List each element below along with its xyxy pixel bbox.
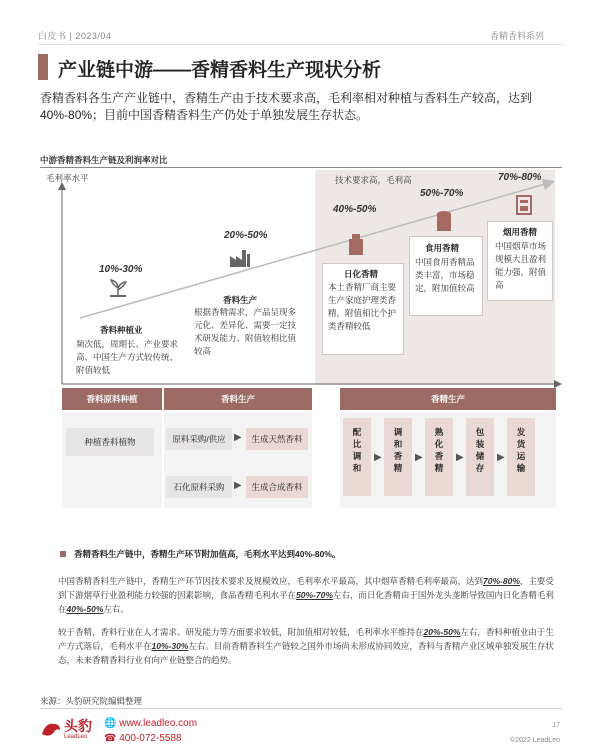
bullet-square (60, 551, 66, 557)
top-note: 技术要求高，毛利高 (335, 175, 412, 185)
range-planting: 10%-30% (99, 264, 143, 275)
arrow-icon: ▶ (415, 452, 423, 463)
daily-bottle-icon (346, 232, 366, 256)
phone-icon: ☎ (104, 733, 117, 744)
step-mix (384, 418, 412, 496)
website-link[interactable]: 🌐 www.leadleo.com (104, 718, 198, 729)
stage-daily-name: 日化香精 (344, 269, 379, 279)
logo-text: 头豹 (64, 718, 92, 734)
stage-tobacco-desc: 中国烟草市场规模大且盈利能力强，附值高 (495, 241, 547, 290)
range-daily: 40%-50% (333, 204, 377, 215)
synthetic-spice-box: 生成合成香料 (246, 476, 308, 498)
chart-label: 中游香精香料生产链及利润率对比 (40, 155, 168, 165)
y-axis-label: 毛利率水平 (46, 173, 89, 183)
paragraph-2: 较于香精，香料行业在人才需求、研发能力等方面要求较低，附加值相对较低，毛利率水平维持在20%-50%左右，香料种植业由于生产方式落后，毛利水平在10%-30%左右。目前香精香料生产链较之国外市场尚未形成协同效应，香料与香精产业区域单独发展生存状态，未来香精香料行业有向产业链整合的趋势。 (58, 627, 554, 665)
intro-text: 香精香料各生产产业链中，香精生产由于技术要求高，毛利率相对种植与香料生产较高，达到40%-80%；目前中国香精香料生产仍处于单独发展生存状态。 (40, 91, 533, 122)
plant-box: 种植香料植物 (66, 428, 154, 456)
band-planting: 香料原料种植 (62, 388, 162, 410)
step-ship-label: 发货运输 (516, 427, 526, 473)
arrow-icon: ▶ (456, 452, 464, 463)
step-pack (466, 418, 494, 496)
copyright: ©2022 LeadLeo (510, 737, 560, 744)
step-ship (507, 418, 535, 496)
range-tobacco: 70%-80% (498, 172, 542, 183)
stage-planting-desc: 频次低，周期长、产业要求高、中国生产方式较传统、附值较低 (76, 339, 179, 375)
flow-bg-planting (62, 412, 162, 508)
logo-subtext: LeadLeo (64, 734, 88, 740)
petrochem-box: 石化原料采购 (166, 476, 232, 498)
arrow-icon: ▶ (234, 480, 242, 491)
source-note: 来源：头豹研究院编辑整理 (40, 696, 143, 706)
arrow-icon: ▶ (234, 432, 242, 443)
stage-food-name: 食用香精 (425, 243, 460, 253)
range-food: 50%-70% (420, 188, 464, 199)
raw-supply-box: 原料采购/供应 (166, 428, 232, 450)
factory-icon (228, 246, 252, 268)
band-essence: 香精生产 (340, 388, 556, 410)
bullet-text: 香精香料生产链中，香精生产环节附加值高，毛利水平达到40%-80%。 (74, 549, 341, 559)
stage-spice-desc: 根据香精需求，产品呈现多元化、差异化、需要一定技术研发能力、附值较相比值较高 (194, 307, 297, 356)
header-left: 白皮书 | 2023/04 (38, 31, 112, 41)
arrow-icon: ▶ (497, 452, 505, 463)
paragraph-1: 中国香精香料生产链中，香精生产环节因技术要求及规模效应，毛利率水平最高，其中烟草香精毛利率最高，达到70%-80%，主要受到下游烟草行业盈利能力较强的因素影响，食品香精毛利水平在50%-70%左右，而日化香精由于国外龙头垄断导致国内日化香精毛利在40%-50%左右。 (58, 576, 554, 614)
step-blend (343, 418, 371, 496)
step-mature (425, 418, 453, 496)
stage-planting-name: 香料种植业 (100, 325, 143, 335)
footer-divider (40, 708, 562, 709)
food-can-icon (434, 210, 454, 234)
step-mature-label: 熟化香精 (434, 427, 444, 473)
stage-daily-desc: 本土香精厂商主要生产家庭护理类香精，附值相比个护类香精较低 (328, 282, 397, 331)
stage-tobacco-name: 烟用香精 (503, 227, 538, 237)
arrow-icon: ▶ (374, 452, 382, 463)
step-blend-label: 配比调和 (352, 427, 362, 473)
leopard-logo-icon (40, 718, 62, 740)
natural-spice-box: 生成天然香料 (246, 428, 308, 450)
page-title: 产业链中游——香精香料生产现状分析 (58, 60, 382, 81)
band-spice: 香料生产 (164, 388, 312, 410)
step-pack-label: 包装储存 (475, 427, 485, 473)
tobacco-icon (514, 194, 534, 216)
step-mix-label: 调和香精 (393, 427, 403, 473)
page-number: 17 (552, 722, 560, 729)
phone-number: ☎ 400-072-5588 (104, 733, 182, 744)
stage-food-desc: 中国食用香精品类丰富，市场稳定，附加值较高 (415, 257, 475, 293)
header-right: 香精香料系列 (489, 31, 544, 41)
plant-icon (107, 278, 129, 298)
range-spice: 20%-50% (224, 230, 268, 241)
stage-spice-name: 香料生产 (223, 295, 258, 305)
globe-icon: 🌐 (104, 718, 117, 729)
